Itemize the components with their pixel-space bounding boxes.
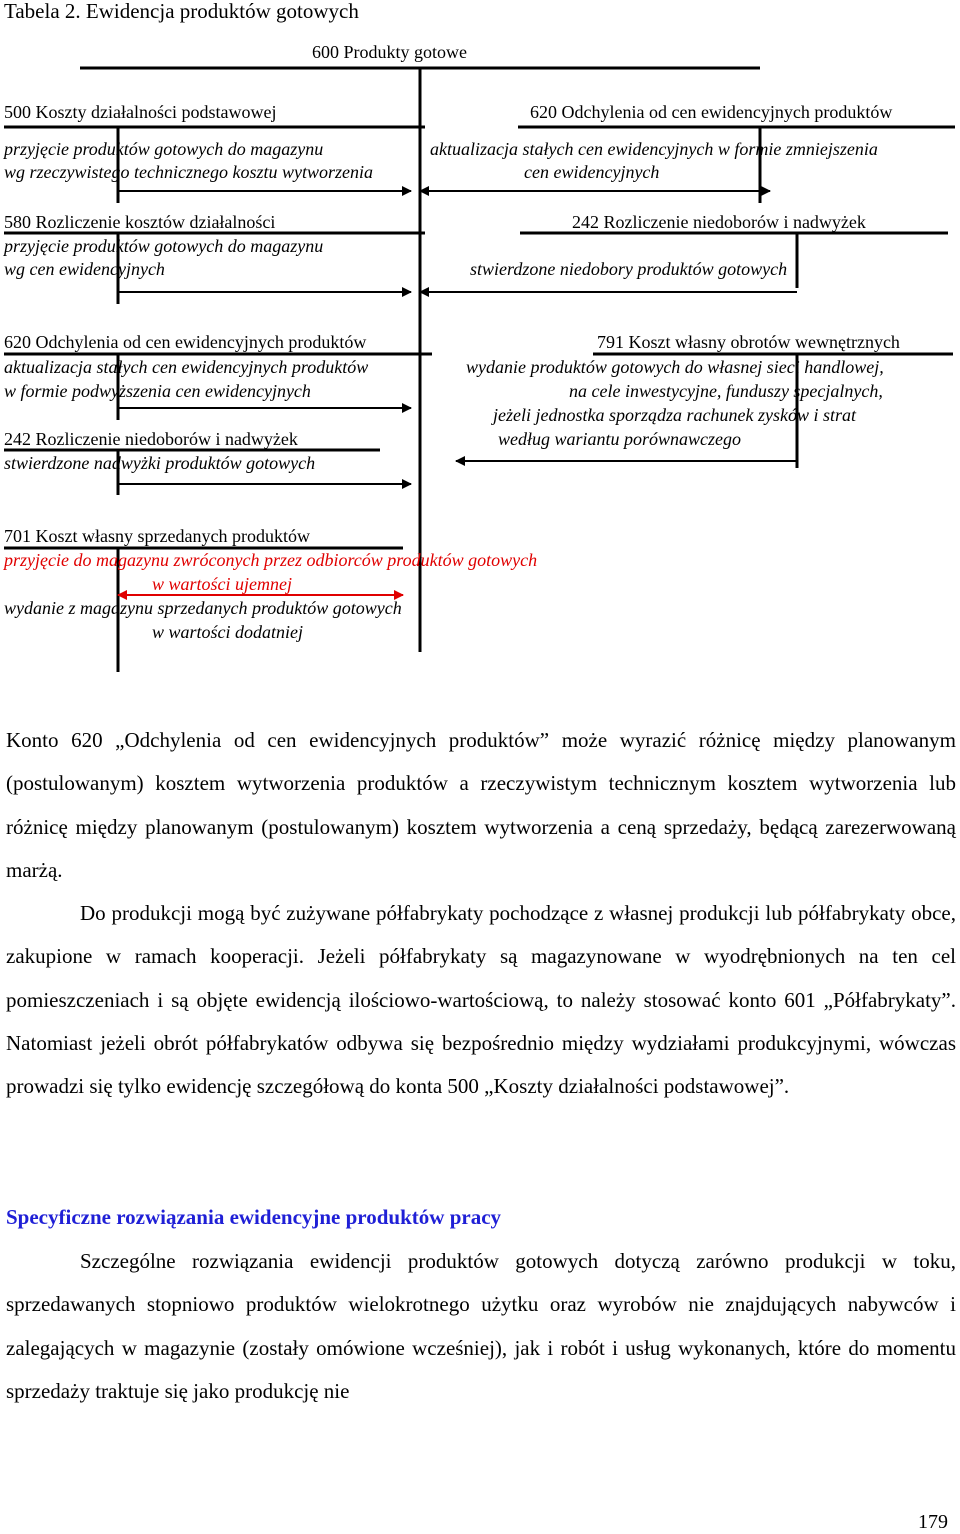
account-701-red-desc-1: przyjęcie do magazynu zwróconych przez odbiorców produktów gotowych [4,550,538,570]
account-791-desc-1: wydanie produktów gotowych do własnej sieci handlowej, [466,357,884,377]
account-701-red-desc-2: w wartości ujemnej [152,574,292,594]
account-701-desc-1: wydanie z magazynu sprzedanych produktów gotowych [4,598,402,618]
paragraph-2: Do produkcji mogą być zużywane półfabrykaty pochodzące z własnej produkcji lub półfabrykaty obce, zakupione w ramach kooperacji. Jeżeli półfabrykaty są magazynowane w wyodrębnionych na ten cel pomieszczeniach i są objęte ewidencją ilościowo-wartościową, to należy stosować konto 601 „Półfabrykaty”. Natomiast jeżeli obrót półfabrykatów odbywa się bezpośrednio między wydziałami produkcyjnymi, wówczas prowadzi się tylko ewidencję szczegółową do konta 500 „Koszty działalności podstawowej”. [6,901,956,1099]
account-791-desc-3: jeżeli jednostka sporządza rachunek zysków i strat [493,405,856,425]
account-701-desc-2: w wartości dodatniej [152,622,304,642]
account-600-label: 600 Produkty gotowe [312,42,467,62]
account-620-mid-label: 620 Odchylenia od cen ewidencyjnych produktów [4,332,367,352]
account-620-top-label: 620 Odchylenia od cen ewidencyjnych produktów [530,102,893,122]
section-heading: Specyficzne rozwiązania ewidencyjne produktów pracy [6,1205,502,1229]
account-620-mid-desc-1: aktualizacja stałych cen ewidencyjnych produktów [4,357,369,377]
account-242-top-desc: stwierdzone niedobory produktów gotowych [470,259,788,279]
account-620-top-desc-2: cen ewidencyjnych [524,162,660,182]
account-580-desc-1: przyjęcie produktów gotowych do magazynu [4,236,324,256]
page-number: 179 [918,1511,948,1533]
paragraph-3: Szczególne rozwiązania ewidencji produktów gotowych dotyczą zarówno produkcji w toku, sprzedawanych stopniowo produktów wielokrotnego użytku oraz wyrobów nie znajdujących nabywców i zalegających w magazynie (zostały omówione wcześniej), jak i robót i usług wykonanych, które do momentu sprzedaży traktuje się jako produkcję nie [6,1249,956,1403]
account-500-label: 500 Koszty działalności podstawowej [4,102,277,122]
account-500-desc-1: przyjęcie produktów gotowych do magazynu [4,139,324,159]
account-500-desc-2: wg rzeczywistego technicznego kosztu wytworzenia [4,162,373,182]
account-242-top-label: 242 Rozliczenie niedoborów i nadwyżek [572,212,866,232]
account-791-desc-2: na cele inwestycyjne, funduszy specjalnych, [569,381,883,401]
account-580-desc-2: wg cen ewidencyjnych [4,259,165,279]
account-620-mid-desc-2: w formie podwyższenia cen ewidencyjnych [4,381,311,401]
table-title: Tabela 2. Ewidencja produktów gotowych [4,0,359,23]
account-580-label: 580 Rozliczenie kosztów działalności [4,212,276,232]
account-620-top-desc-1: aktualizacja stałych cen ewidencyjnych w formie zmniejszenia [430,139,878,159]
account-242-mid-label: 242 Rozliczenie niedoborów i nadwyżek [4,429,298,449]
account-242-mid-desc: stwierdzone nadwyżki produktów gotowych [4,453,316,473]
account-791-label: 791 Koszt własny obrotów wewnętrznych [597,332,900,352]
account-701-label: 701 Koszt własny sprzedanych produktów [4,526,310,546]
account-791-desc-4: według wariantu porównawczego [498,429,742,449]
paragraph-1: Konto 620 „Odchylenia od cen ewidencyjnych produktów” może wyrazić różnicę między planowanym (postulowanym) kosztem wytworzenia produktów a rzeczywistym technicznym kosztem wytworzenia lub różnicę między planowanym (postulowanym) kosztem wytworzenia a ceną sprzedaży, będącą zarezerwowaną marżą. [6,728,956,882]
